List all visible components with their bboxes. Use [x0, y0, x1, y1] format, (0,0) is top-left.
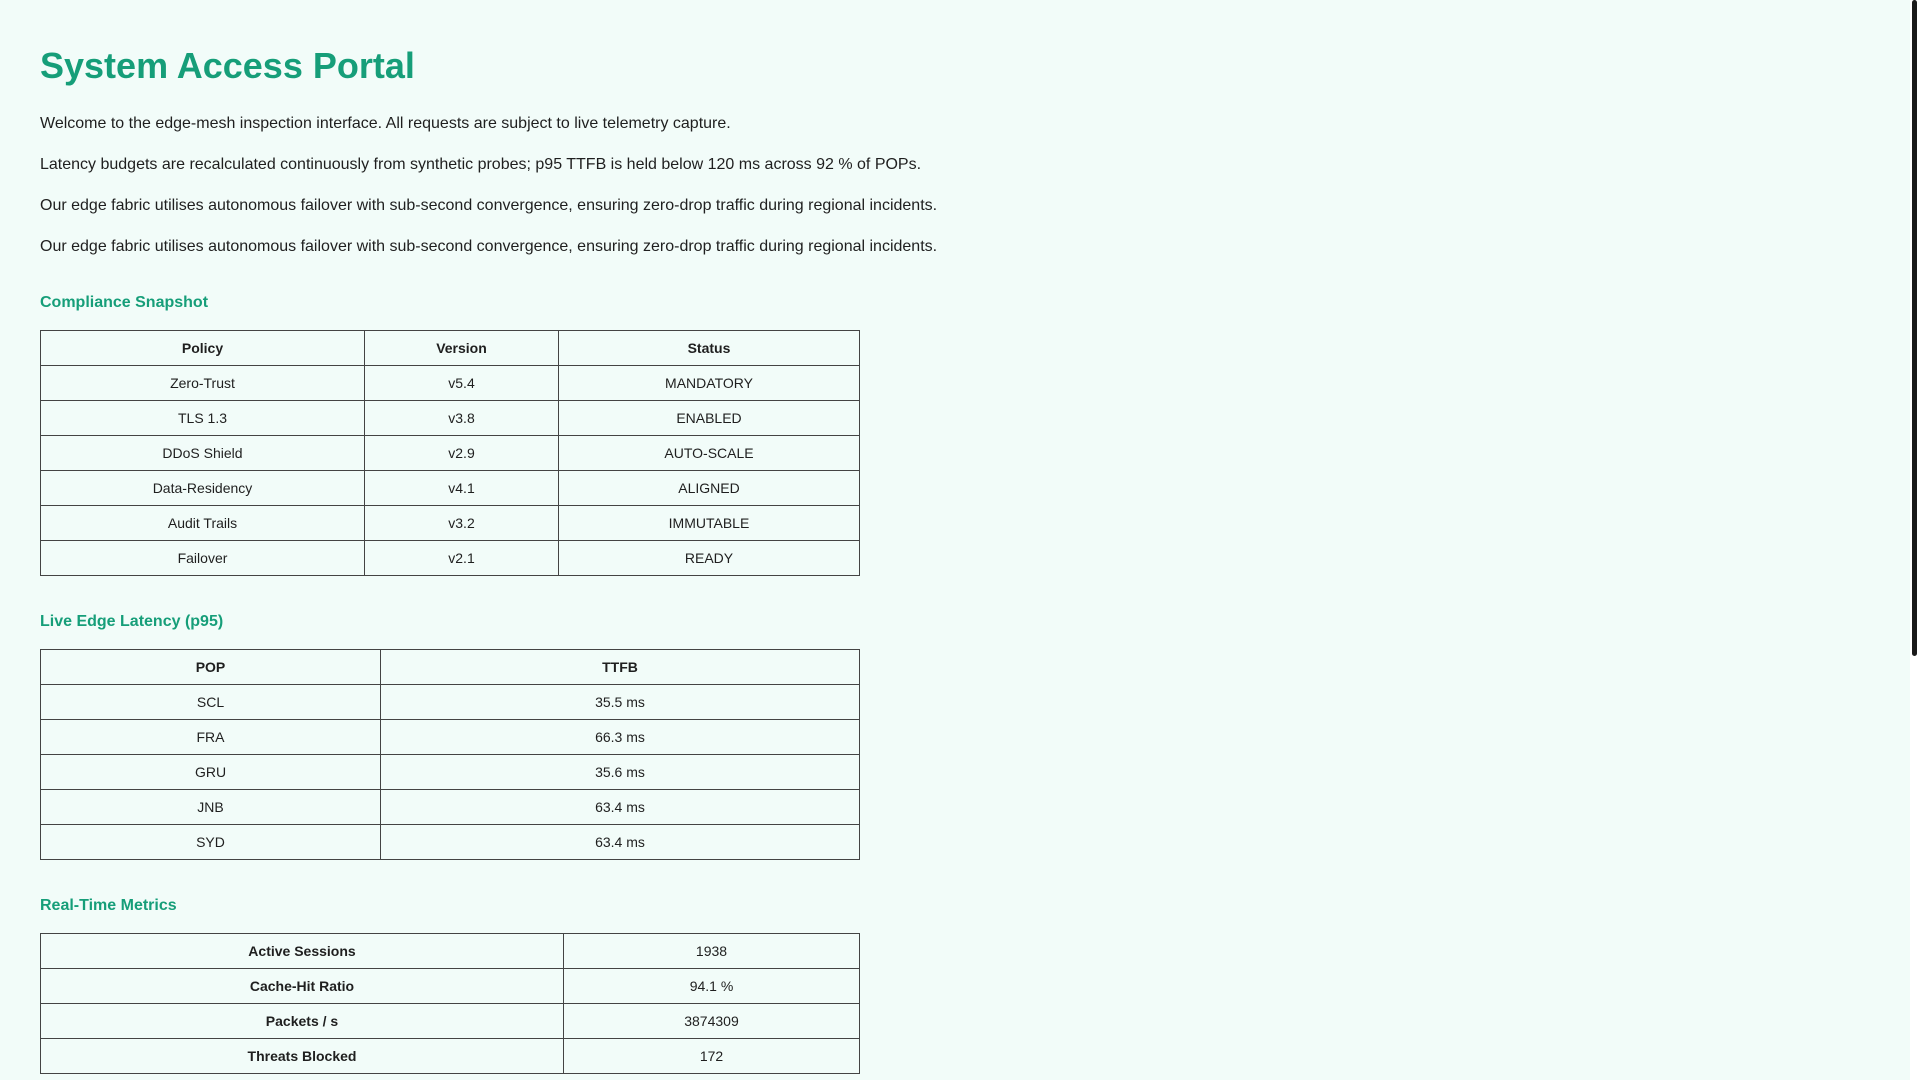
column-header-policy: Policy	[41, 331, 365, 366]
intro-paragraph-3: Our edge fabric utilises autonomous failover with sub-second convergence, ensuring zero-drop traffic during regional incidents.	[40, 197, 938, 214]
table-header-row	[41, 331, 860, 366]
version-cell: v4.1	[365, 471, 559, 506]
table-row	[41, 436, 860, 471]
table-row	[41, 1039, 860, 1074]
table-row	[41, 790, 860, 825]
metric-label: Threats Blocked	[41, 1039, 564, 1074]
pop-cell: SYD	[41, 825, 381, 860]
ttfb-cell: 35.5 ms	[381, 685, 860, 720]
status-cell: IMMUTABLE	[559, 506, 860, 541]
policy-cell: Data-Residency	[41, 471, 365, 506]
policy-cell: Zero-Trust	[41, 366, 365, 401]
column-header-ttfb: TTFB	[381, 650, 860, 685]
column-header-version: Version	[365, 331, 559, 366]
latency-table	[40, 649, 860, 860]
intro-paragraph-1: Welcome to the edge-mesh inspection interface. All requests are subject to live telemetry capture.	[40, 115, 731, 132]
compliance-table	[40, 330, 860, 576]
table-row	[41, 1004, 860, 1039]
table-row	[41, 969, 860, 1004]
policy-cell: TLS 1.3	[41, 401, 365, 436]
ttfb-cell: 63.4 ms	[381, 790, 860, 825]
metric-value: 1938	[564, 934, 860, 969]
pop-cell: JNB	[41, 790, 381, 825]
metric-label: Packets / s	[41, 1004, 564, 1039]
version-cell: v2.1	[365, 541, 559, 576]
table-row	[41, 541, 860, 576]
status-cell: ALIGNED	[559, 471, 860, 506]
vertical-scrollbar[interactable]	[1910, 0, 1920, 1080]
table-row	[41, 825, 860, 860]
policy-cell: DDoS Shield	[41, 436, 365, 471]
metrics-table	[40, 933, 860, 1074]
version-cell: v3.2	[365, 506, 559, 541]
table-row	[41, 401, 860, 436]
version-cell: v3.8	[365, 401, 559, 436]
pop-cell: SCL	[41, 685, 381, 720]
table-row	[41, 720, 860, 755]
compliance-heading: Compliance Snapshot	[40, 294, 209, 311]
status-cell: ENABLED	[559, 401, 860, 436]
ttfb-cell: 63.4 ms	[381, 825, 860, 860]
metric-label: Active Sessions	[41, 934, 564, 969]
metric-value: 94.1 %	[564, 969, 860, 1004]
table-header-row	[41, 650, 860, 685]
metric-value: 172	[564, 1039, 860, 1074]
pop-cell: FRA	[41, 720, 381, 755]
table-row	[41, 366, 860, 401]
status-cell: READY	[559, 541, 860, 576]
status-cell: MANDATORY	[559, 366, 860, 401]
intro-paragraph-2: Latency budgets are recalculated continuously from synthetic probes; p95 TTFB is held below 120 ms across 92 % of POPs.	[40, 156, 922, 173]
ttfb-cell: 35.6 ms	[381, 755, 860, 790]
policy-cell: Audit Trails	[41, 506, 365, 541]
pop-cell: GRU	[41, 755, 381, 790]
table-row	[41, 755, 860, 790]
metrics-heading: Real-Time Metrics	[40, 897, 177, 914]
table-row	[41, 471, 860, 506]
metric-value: 3874309	[564, 1004, 860, 1039]
column-header-pop: POP	[41, 650, 381, 685]
policy-cell: Failover	[41, 541, 365, 576]
page-title: System Access Portal	[40, 45, 415, 86]
table-row	[41, 506, 860, 541]
latency-heading: Live Edge Latency (p95)	[40, 613, 224, 630]
version-cell: v2.9	[365, 436, 559, 471]
status-cell: AUTO-SCALE	[559, 436, 860, 471]
column-header-status: Status	[559, 331, 860, 366]
ttfb-cell: 66.3 ms	[381, 720, 860, 755]
table-row	[41, 685, 860, 720]
intro-paragraph-4: Our edge fabric utilises autonomous failover with sub-second convergence, ensuring zero-drop traffic during regional incidents.	[40, 238, 938, 255]
version-cell: v5.4	[365, 366, 559, 401]
table-row	[41, 934, 860, 969]
metric-label: Cache-Hit Ratio	[41, 969, 564, 1004]
scrollbar-thumb[interactable]	[1912, 0, 1917, 656]
